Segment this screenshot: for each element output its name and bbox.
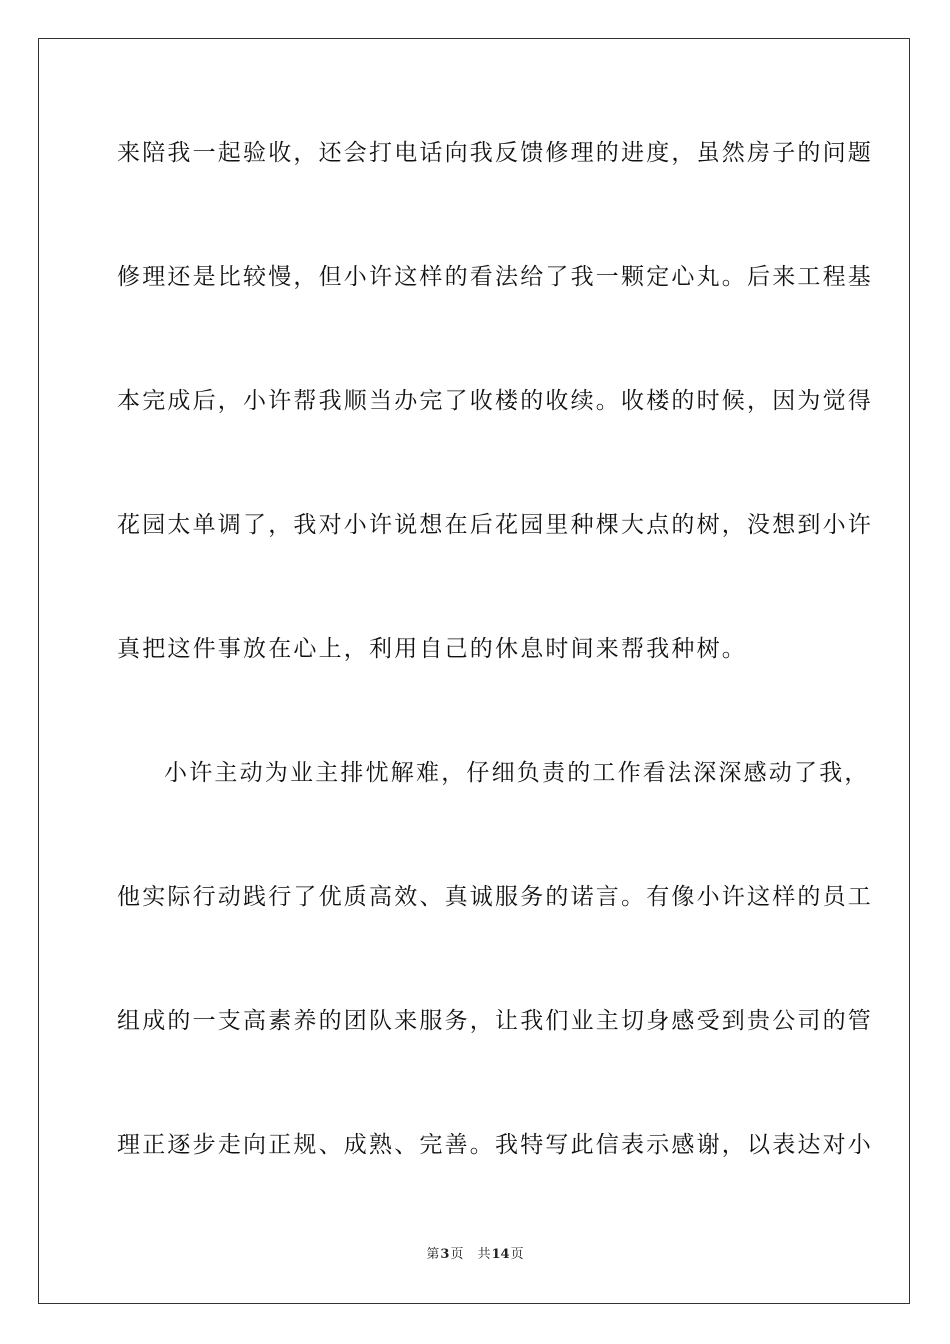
page-prefix: 第 [426,1247,440,1262]
total-suffix: 页 [510,1247,524,1262]
page-border [38,38,910,1304]
text-line: 理正逐步走向正规、成熟、完善。我特写此信表示感谢，以表达对小 [117,1132,873,1158]
text-line: 来陪我一起验收，还会打电话向我反馈修理的进度，虽然房子的问题 [117,140,873,166]
text-line: 他实际行动践行了优质高效、真诚服务的诺言。有像小许这样的员工 [117,884,873,910]
text-line: 修理还是比较慢，但小许这样的看法给了我一颗定心丸。后来工程基 [117,264,873,290]
page-number: 3 [440,1247,450,1262]
text-line: 组成的一支高素养的团队来服务，让我们业主切身感受到贵公司的管 [117,1008,873,1034]
page-footer [0,1246,950,1264]
text-line: 真把这件事放在心上，利用自己的休息时间来帮我种树。 [117,636,747,662]
page-suffix: 页 [450,1247,464,1262]
text-line: 本完成后，小许帮我顺当办完了收楼的收续。收楼的时候，因为觉得 [117,388,873,414]
total-prefix: 共 [477,1247,491,1262]
total-pages: 14 [491,1247,510,1262]
paragraph-first-line: 小许主动为业主排忧解难，仔细负责的工作看法深深感动了我， [164,760,870,786]
text-line: 花园太单调了，我对小许说想在后花园里种棵大点的树，没想到小许 [117,512,873,538]
